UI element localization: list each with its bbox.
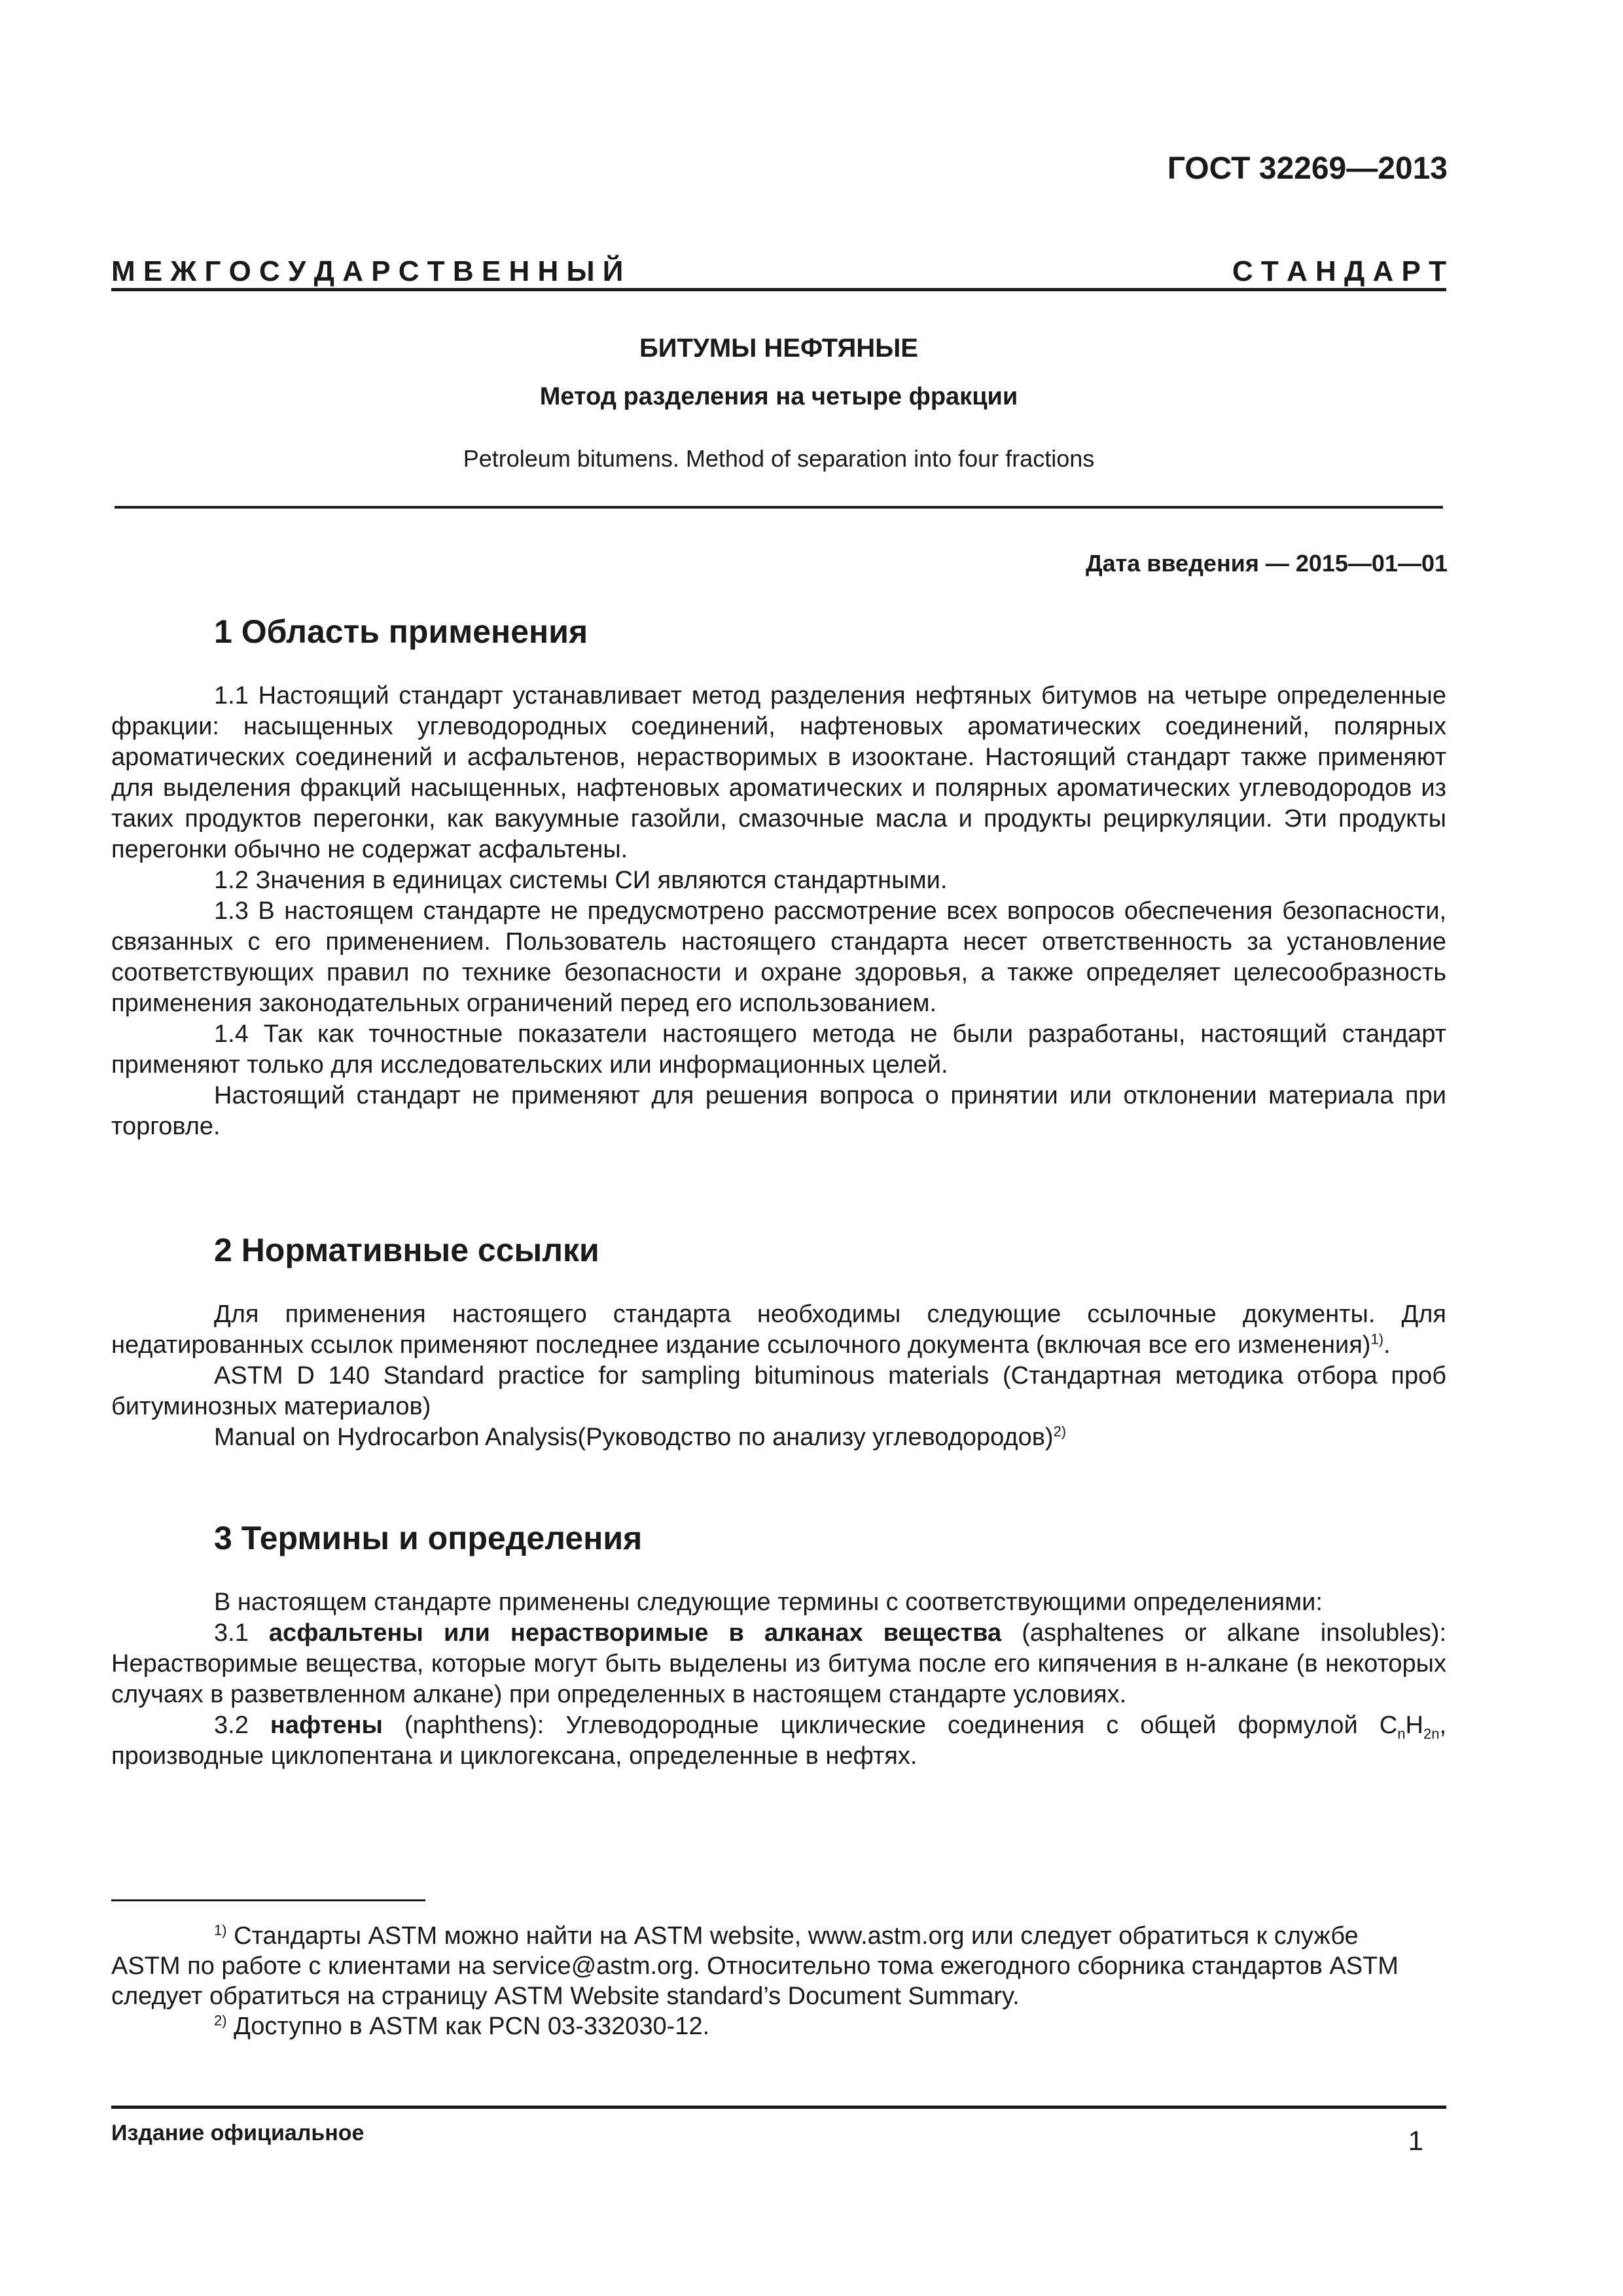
footnote-mark: 2) (214, 2012, 227, 2029)
document-number: ГОСТ 32269—2013 (1167, 151, 1448, 186)
term: нафтены (270, 1712, 383, 1739)
section-terms (111, 1518, 1446, 1772)
page-number: 1 (1408, 2125, 1423, 2156)
standard-word: С Т А Н Д А Р Т (1232, 255, 1446, 287)
title-rule (115, 506, 1443, 509)
paragraph: 1.2 Значения в единицах системы СИ являются стандартными. (214, 867, 948, 894)
term: асфальтены или нерастворимые в алканах вещества (268, 1619, 1002, 1647)
formula-part: H (1405, 1712, 1423, 1739)
footnote (111, 1921, 1420, 2011)
paragraph (111, 1299, 1446, 1361)
definition: (naphthens): Углеводородные циклические соединения с общей формулой C (382, 1712, 1398, 1739)
section-references (111, 1230, 1446, 1453)
document-subtitle: Метод разделения на четыре фракции (539, 383, 1018, 410)
interstate-word: М Е Ж Г О С У Д А Р С Т В Е Н Н Ы Й (111, 255, 624, 287)
reference-item: ASTM D 140 Standard practice for sampling bituminous materials (Стандартная методика отбора проб битуминозных материалов) (111, 1362, 1446, 1420)
section-scope (111, 612, 1446, 1142)
footnotes (111, 1921, 1420, 2041)
formula-subscript: n (1397, 1725, 1406, 1742)
paragraph: Настоящий стандарт не применяют для решения вопроса о принятии или отклонении материала при торговле. (111, 1082, 1446, 1140)
interstate-standard-banner (111, 252, 1446, 291)
section-heading: 1 Область применения (214, 613, 588, 650)
footer-rule (111, 2106, 1446, 2109)
footnote (111, 2011, 1420, 2041)
formula-subscript: 2n (1423, 1725, 1440, 1742)
footnote-text: Доступно в ASTM как PCN 03-332030-12. (226, 2013, 710, 2040)
definition: (asphaltenes or alkane insolubles): Нерастворимые вещества, которые могут быть выделены из битума после его кипячения в н-алкане (в некоторых случаях в разветвленном алкане) при определенных в настоящем стандарте условиях. (111, 1619, 1447, 1708)
header-rule (111, 288, 1446, 291)
paragraph: 1.3 В настоящем стандарте не предусмотрено рассмотрение всех вопросов обеспечения безопасности, связанных с его применением. Пользователь настоящего стандарта несет ответственность за установление соответствующих правил по технике безопасности и охране здоровья, а также определяет целесообразность применения законодательных ограничений перед его использованием. (111, 897, 1446, 1017)
paragraph: В настоящем стандарте применены следующие термины с соответствующими определениями: (214, 1588, 1323, 1616)
document-title: БИТУМЫ НЕФТЯНЫЕ (639, 334, 918, 363)
term-number: 3.1 (214, 1619, 269, 1647)
term-number: 3.2 (214, 1712, 270, 1739)
edition-label: Издание официальное (111, 2121, 365, 2145)
footnote-ref: 2) (1053, 1423, 1067, 1440)
footnote-mark: 1) (214, 1922, 227, 1939)
term-definition (111, 1618, 1446, 1710)
paragraph-end: . (1383, 1331, 1391, 1359)
term-definition (111, 1710, 1446, 1772)
footnote-separator (111, 1899, 425, 1901)
section-heading: 2 Нормативные ссылки (214, 1232, 599, 1268)
footnote-ref: 1) (1370, 1331, 1384, 1348)
paragraph: 1.1 Настоящий стандарт устанавливает метод разделения нефтяных битумов на четыре определенные фракции: насыщенных углеводородных соединений, нафтеновых ароматических соединений, полярных ароматических соединений и асфальтенов, нерастворимых в изооктане. Настоящий стандарт также применяют для выделения фракций насыщенных, нафтеновых ароматических и полярных ароматических углеводородов из таких продуктов перегонки, как вакуумные газойли, смазочные масла и продукты рециркуляции. Эти продукты перегонки обычно не содержат асфальтены. (111, 682, 1446, 863)
introduction-date: Дата введения — 2015—01—01 (1085, 550, 1448, 577)
paragraph-text: Для применения настоящего стандарта необходимы следующие ссылочные документы. Для недатированных ссылок применяют последнее издание ссылочного документа (включая все его изменения) (111, 1300, 1446, 1359)
english-title: Petroleum bitumens. Method of separation into four fractions (463, 445, 1095, 472)
section-heading: 3 Термины и определения (214, 1520, 643, 1556)
paragraph: 1.4 Так как точностные показатели настоящего метода не были разработаны, настоящий стандарт применяют только для исследовательских или информационных целей. (111, 1020, 1446, 1079)
reference-item (111, 1422, 1446, 1453)
definition-end: , производные циклопентана и циклогексана, определенные в нефтях. (111, 1712, 1447, 1770)
footnote-text: Стандарты ASTM можно найти на ASTM website, www.astm.org или следует обратиться к службе ASTM по работе с клиентами на service@astm.org. Относительно тома ежегодного сборника стандартов ASTM следует обратиться на страницу ASTM Website standard’s Document Summary. (111, 1922, 1399, 2010)
reference-text: Manual on Hydrocarbon Analysis(Руководство по анализу углеводородов) (214, 1424, 1054, 1451)
